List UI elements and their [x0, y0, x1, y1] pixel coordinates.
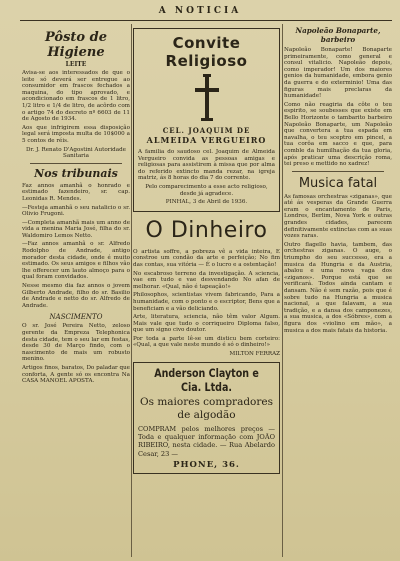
- nos-tribunais-heading: Nos tribunais: [34, 166, 118, 180]
- nascimento-heading: NASCIMENTO: [49, 313, 103, 322]
- poem-stanza-1: O artista soffre, a pobreza vê a vida inteira, E constroe um condão da arte e perfeição; No fim das contas, sua vitória — É o lucro e a ostentação!: [133, 248, 280, 268]
- tribunais-paragraph-3: —Completa amanhã mais um anno de vida a menina Maria José, filha do sr. Waldomiro Lemos Netto.: [22, 219, 130, 239]
- poem-stanza-2: No escabroso terreno da investigação. A sciencia, vae em tudo e vae desvendando No afan de melhorar. «Qual, não é tapeação!»: [133, 270, 280, 290]
- convite-date: PINHAL, 3 de Abril de 1936.: [165, 199, 248, 206]
- anderson-clayton-ad: [133, 362, 280, 475]
- column-divider-1: [131, 24, 132, 557]
- deceased-surname: ALMEIDA VERGUEIRO: [146, 135, 267, 145]
- newspaper-masthead: A NOTICIA: [158, 6, 242, 16]
- musica-paragraph-1: As famosas orchestras «ziganas», que até ás vesperas da Grande Guerra eram o encantamento de Paris, Londres, Berlim, Nova York e outras grandes cidades, parecem definitivamente extinctas com as suas vozes raras.: [284, 193, 392, 240]
- musica-fatal-heading: Musica fatal: [298, 175, 378, 191]
- napoleao-paragraph-2: Como não reagiria da côte o teu espirito, se soubesses que existe em Bello Horizonte o tambarito barbeiro Napoleão Bonaparte, um Napoleão que convertera a tua espada em navalha, o teu sceptro em pincel, a tua corôa em sacco e que, para comble da humilhação da tua gloria, após praticar uma descrição roma, tei preso e mettido no xadrez!: [284, 101, 392, 168]
- convite-gratitude: Pelo comparecimento a esse acto religioso, desde já agradece.: [145, 183, 268, 197]
- tribunais-paragraph-4: —Faz annos amanhã o sr. Alfredo Rodolpho de Andrade, antigo morador desta cidade, onde é muito estimado. Os seus amigos e filhos vão lhe offerecer um lauto almoço para o qual foram convidados.: [22, 241, 130, 281]
- divider: [292, 171, 384, 172]
- ad-fragment: Artigos finos, baratos, Do paladar que conforta, A gente só os encontra Na CASA MANOEL APOSTA.: [22, 364, 130, 385]
- ad-body: COMPRAM pelos melhores preços — Toda e qualquer informação com JOÃO RIBEIRO, nesta cidade. — Rua Abelardo Cesar, 23 —: [138, 424, 275, 458]
- divider: [30, 163, 122, 164]
- tribunais-paragraph-5: Nesse mesmo dia faz annos o jovem Gilberto Andrade, filho do sr. Basilio de Andrade e netto do sr. Alfredo de Andrade.: [22, 283, 130, 309]
- napoleao-paragraph-1: Napoleão Bonaparte! Bonaparte primeiramente, como general e consul vitalicio. Napoleão depois, como imperador! Um dos maiores genios da humanidade, embora genio da guerra e do exterminio! Uma das figuras mais preclaras da humanidade!: [284, 47, 392, 100]
- tribunais-paragraph-1: Faz annos amanhã o honrado e estimado fazendeiro, sr. cap. Leonidas R. Mendes.: [22, 182, 130, 202]
- leite-subheading: LEITE: [65, 61, 87, 68]
- o-dinheiro-heading: O Dinheiro: [145, 217, 268, 243]
- musica-paragraph-2: Outro flagello havia, tambem, das orchestras ziganas. O auge, o triumpho do seu successo, era a musica da Hungria e da Austria, abalou e uma nova vaga dos «ziganos». Porque está que se verificará. Todos ainda cantam e dansam. Não é sem razão, pois que é sobre tudo na Hungria a musica nacional, a que falavam, a sua tradição, e a dansa dos camponezes, a sua musica, a dos «Sóbres», com a figura dos «violino em mão», a musica a dos mais fatais da historia.: [284, 241, 392, 334]
- ad-headline: Os maiores compradores de algodão: [139, 395, 273, 421]
- top-rule: [20, 20, 392, 21]
- posto-higiene-heading: Pôsto de Higiene: [45, 30, 107, 60]
- convite-religioso-box: [133, 28, 280, 212]
- column-divider-2: [282, 24, 283, 557]
- leite-paragraph-2: Aos que infrigirem essa disposição legal será imposta multa de 10$000 a 5 contos de réis.: [22, 124, 130, 144]
- poem-stanza-5: Por toda a parte lê-se um disticu bem corteiro: «Qual, a que vale neste mundo é só o dinheiro!»: [133, 335, 280, 349]
- napoleao-heading: Napoleão Bonaparte, barbeiro: [295, 26, 381, 44]
- convite-heading: Convite Religioso: [165, 34, 248, 70]
- ad-company-name: Anderson Clayton e Cia. Ltda.: [154, 365, 259, 394]
- convite-paragraph: A familia do saudoso cel. Joaquim de Almeida Vergueiro convida as pessoas amigas e religiosas para assistirem à missa que por alma do referido extincto manda rezar, na igreja matriz, ás 8 horas do dia 7 do corrente.: [138, 149, 275, 182]
- cross-icon: [192, 74, 222, 122]
- nascimento-paragraph: O sr. José Pereira Netto, zeloso gerente da Empreza Telephonica desta cidade, tem o seu lar em festas, desde 30 de Março findo, com o nascimento de mais um robusto menino.: [22, 323, 130, 363]
- poem-author: MILTON FERRAZ: [229, 351, 280, 358]
- deceased-title: CEL. JOAQUIM DE: [162, 126, 251, 135]
- leite-signature: Dr. J. Renato D'Agostini Autoridade Sanitaria: [26, 146, 126, 160]
- tribunais-paragraph-2: —Festeja amanhã o seu natalicio o sr. Olivio Frugoni.: [22, 204, 130, 218]
- leite-paragraph-1: Avisa-se aos interessados de que o leite só deverá ser entregue ao consumidor em frascos fechados a maquina, do tipo aprovado, e acondicionado em frascos de 1 litro, 1/2 litro e 1/4 de litro, de acôrdo com o artigo 74 do decreto nº 6603 de 11 de Agosto de 1934.: [22, 70, 130, 123]
- poem-stanza-4: Arte, literatura, sciencia, não têm valor Algum. Mais vale que tudo o corriqueiro Diploma falso, que um signo civo doutor.: [133, 314, 280, 334]
- poem-stanza-3: Philosophos, scientistas vivem fabricando, Para a humanidade, com o ponto e o escriptor, Bens que a beneficiam e a vão deliciando.: [133, 292, 280, 312]
- column-left: [22, 24, 130, 559]
- column-center: [133, 24, 280, 559]
- ad-phone: PHONE, 36.: [173, 460, 240, 471]
- column-right: [284, 24, 392, 559]
